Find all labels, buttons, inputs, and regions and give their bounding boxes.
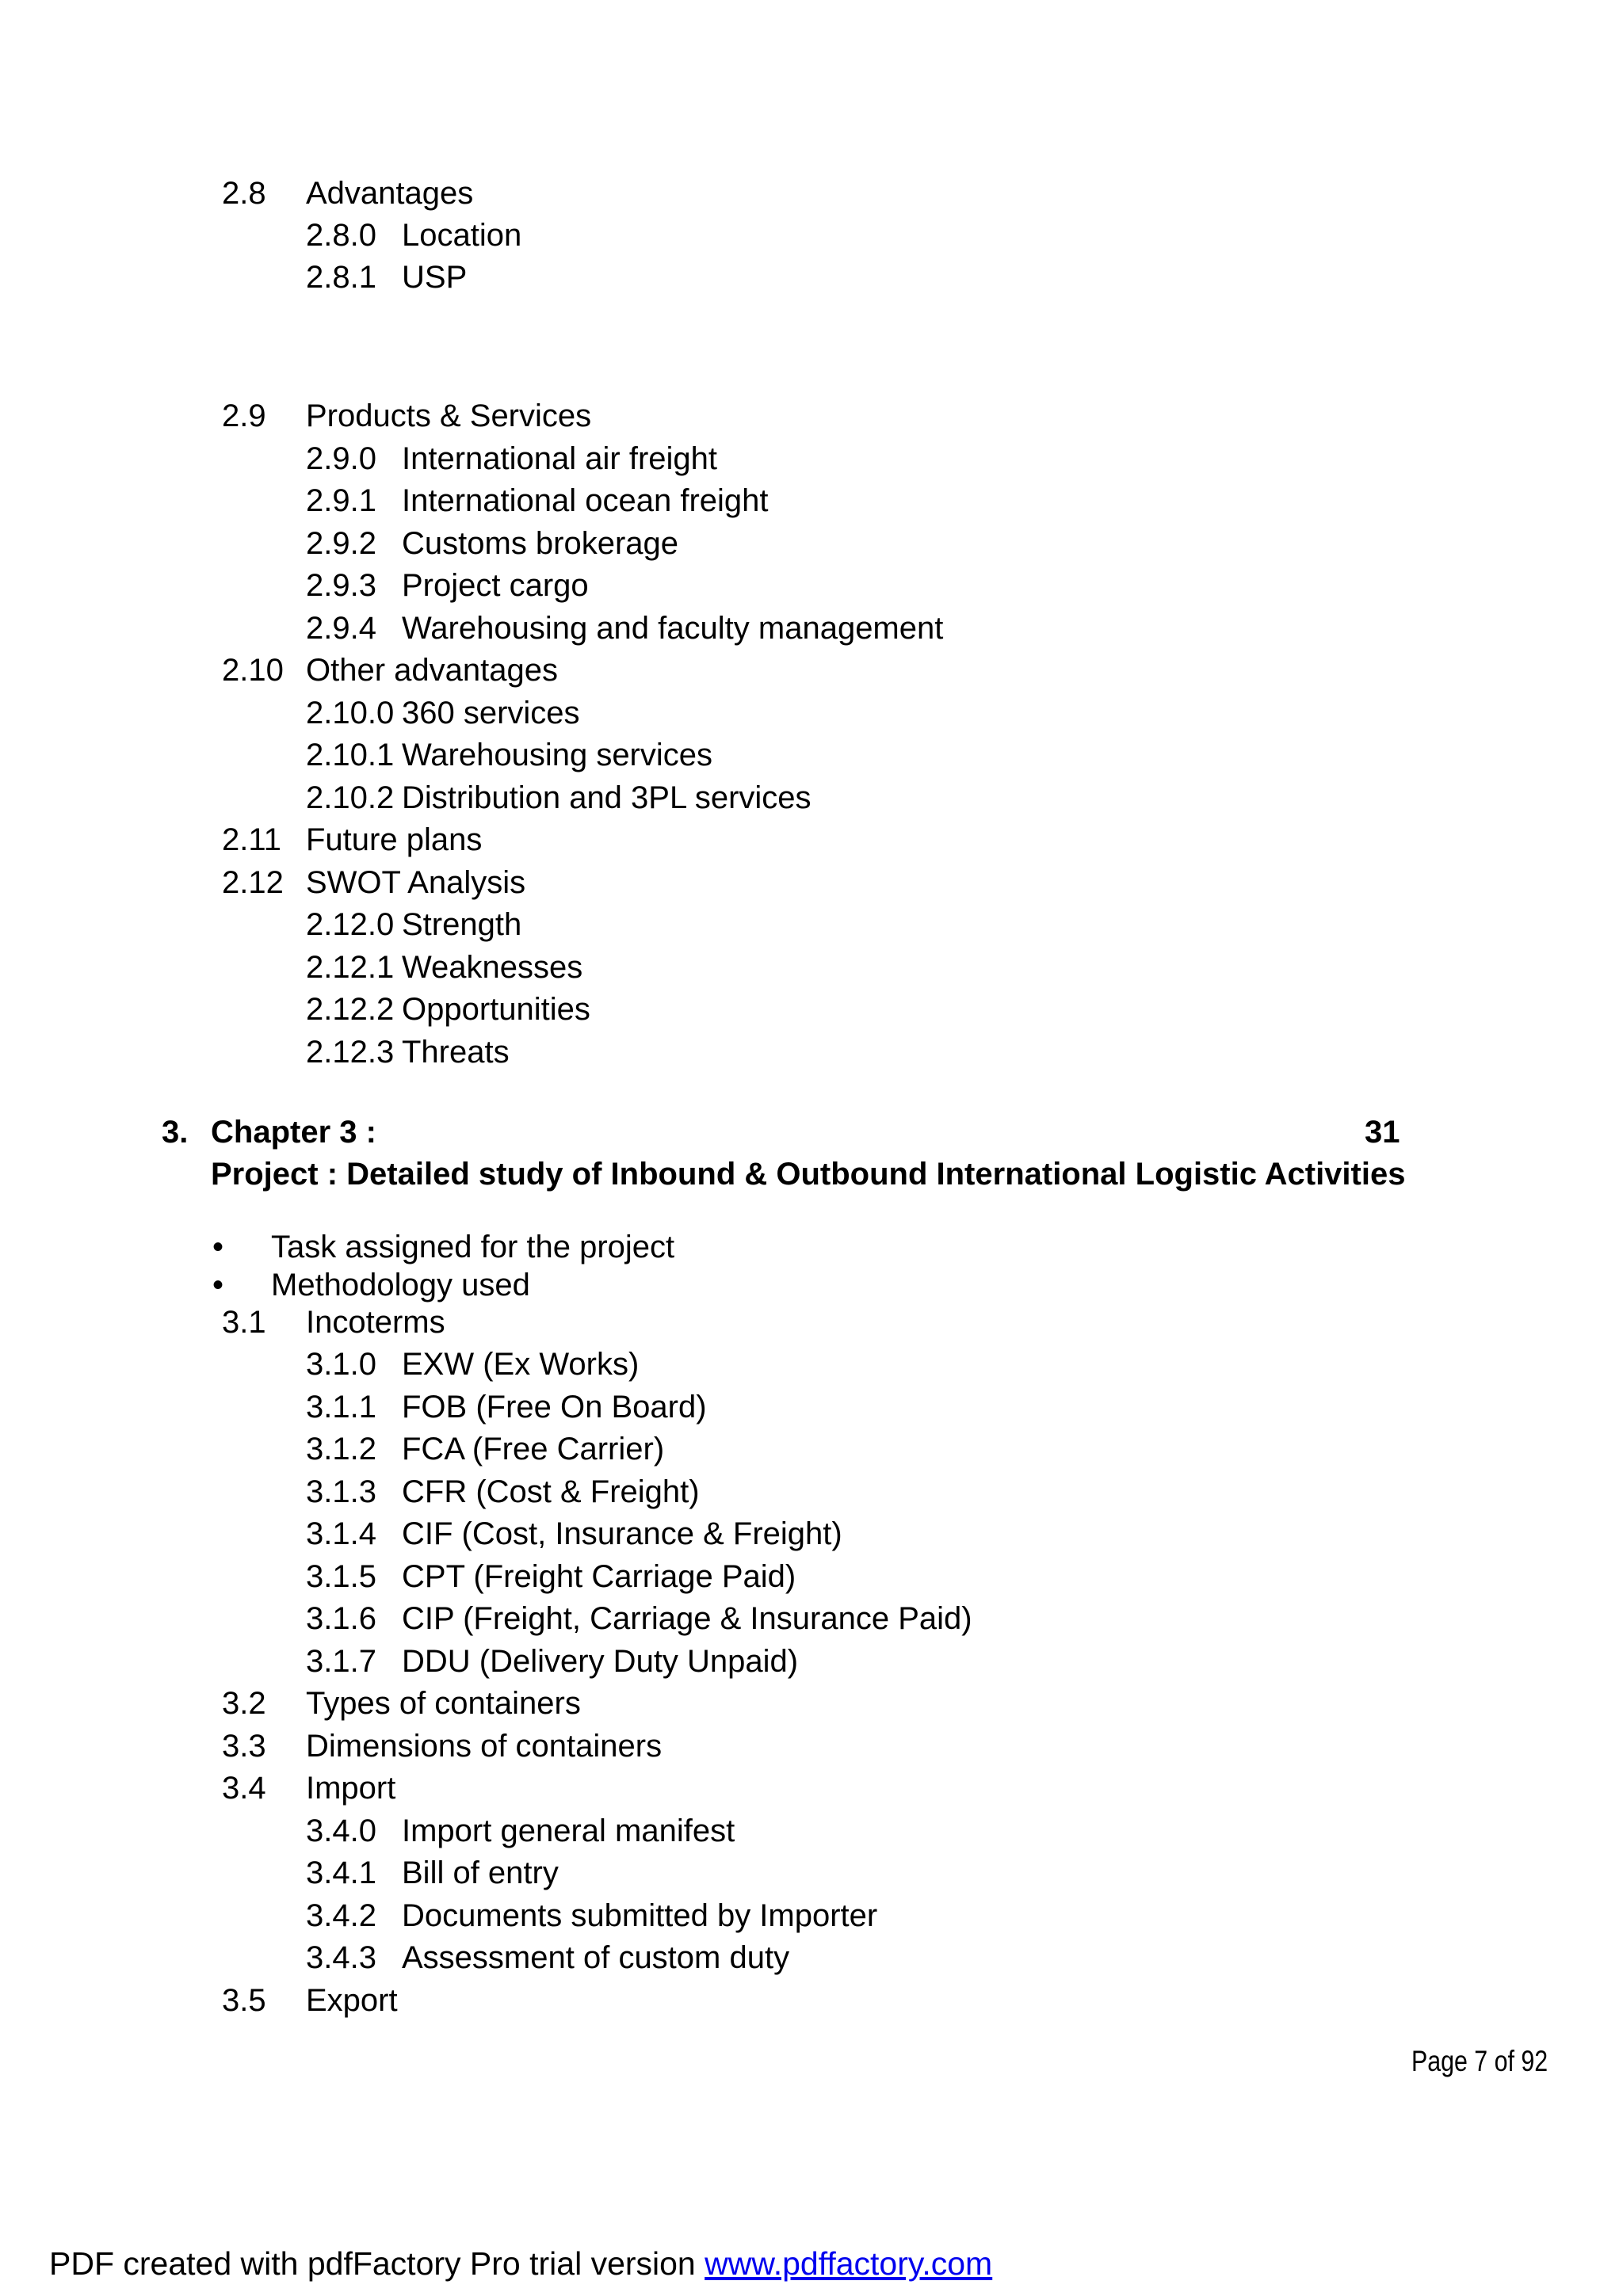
toc-number: 3.4 [222,1771,266,1806]
toc-number: 3.4.1 [306,1855,376,1890]
toc-number: 2.12.1 [306,950,395,985]
toc-title: Bill of entry [402,1855,559,1890]
page-number-label: Page 7 of 92 [1411,2045,1549,2077]
toc-number: 2.9.1 [306,483,376,518]
toc-title: Opportunities [402,992,590,1027]
toc-number: 3.3 [222,1729,266,1764]
toc-number: 2.8.1 [306,260,376,295]
chapter-title: Chapter 3 : [211,1115,376,1150]
toc-number: 2.9.4 [306,611,376,646]
toc-title: CIP (Freight, Carriage & Insurance Paid) [402,1601,972,1636]
bullet-glyph: • [212,1230,224,1264]
toc-number: 2.9.3 [306,568,376,603]
toc-title: Customs brokerage [402,526,679,561]
toc-number: 2.11 [222,822,281,857]
toc-title: Warehousing and faculty management [402,611,944,646]
toc-title: CPT (Freight Carriage Paid) [402,1559,796,1594]
pdf-watermark-footer [49,2245,992,2283]
toc-number: 3.1 [222,1305,266,1340]
toc-title: DDU (Delivery Duty Unpaid) [402,1644,799,1679]
toc-number: 3.2 [222,1686,266,1721]
toc-number: 3.1.6 [306,1601,376,1636]
toc-number: 2.12 [222,865,284,900]
toc-title: Incoterms [306,1305,445,1340]
toc-number: 2.9.2 [306,526,376,561]
toc-title: Documents submitted by Importer [402,1898,878,1933]
toc-number: 3.4.3 [306,1940,376,1975]
toc-number: 2.8.0 [306,218,376,253]
toc-title: International air freight [402,441,718,476]
toc-number: 3.1.3 [306,1474,376,1509]
toc-number: 2.8 [222,176,266,211]
toc-number: 2.12.0 [306,907,395,942]
bullet-text: Methodology used [271,1268,530,1302]
pdf-footer-text: PDF created with pdfFactory Pro trial version [49,2245,705,2282]
toc-number: 2.10 [222,653,284,688]
toc-title: Location [402,218,522,253]
toc-title: Strength [402,907,522,942]
toc-title: 360 services [402,696,580,730]
toc-number: 3.1.1 [306,1390,376,1425]
toc-title: Distribution and 3PL services [402,780,812,815]
toc-number: 3.1.4 [306,1516,376,1551]
toc-number: 2.12.2 [306,992,395,1027]
toc-title: Weaknesses [402,950,583,985]
toc-title: International ocean freight [402,483,769,518]
toc-title: Future plans [306,822,483,857]
toc-title: CIF (Cost, Insurance & Freight) [402,1516,842,1551]
toc-title: Export [306,1983,398,2018]
toc-number: 3.1.5 [306,1559,376,1594]
toc-title: Assessment of custom duty [402,1940,790,1975]
toc-title: EXW (Ex Works) [402,1347,640,1382]
toc-title: Project cargo [402,568,589,603]
pdffactory-link[interactable]: www.pdffactory.com [705,2245,993,2282]
chapter-number: 3. [162,1115,189,1150]
toc-title: USP [402,260,468,295]
toc-title: Import [306,1771,396,1806]
toc-number: 2.9.0 [306,441,376,476]
toc-number: 2.9 [222,399,266,433]
toc-title: Advantages [306,176,474,211]
toc-title: Other advantages [306,653,558,688]
toc-title: Dimensions of containers [306,1729,663,1764]
toc-number: 3.1.2 [306,1432,376,1466]
toc-title: FCA (Free Carrier) [402,1432,665,1466]
toc-number: 3.1.7 [306,1644,376,1679]
toc-number: 3.1.0 [306,1347,376,1382]
toc-number: 2.10.2 [306,780,395,815]
toc-number: 2.12.3 [306,1035,395,1070]
toc-title: Products & Services [306,399,592,433]
bullet-text: Task assigned for the project [271,1230,675,1264]
chapter-3-subtitle: Project : Detailed study of Inbound & Outbound International Logistic Activities [211,1157,1406,1192]
toc-title: Warehousing services [402,738,713,772]
toc-number: 3.4.0 [306,1814,376,1848]
chapter-page-number: 31 [1365,1115,1400,1150]
bullet-glyph: • [212,1268,224,1302]
toc-title: Threats [402,1035,510,1070]
toc-number: 2.10.1 [306,738,395,772]
toc-number: 3.5 [222,1983,266,2018]
toc-title: SWOT Analysis [306,865,526,900]
toc-title: FOB (Free On Board) [402,1390,707,1425]
toc-number: 2.10.0 [306,696,395,730]
toc-number: 3.4.2 [306,1898,376,1933]
toc-title: Types of containers [306,1686,581,1721]
toc-title: Import general manifest [402,1814,735,1848]
toc-title: CFR (Cost & Freight) [402,1474,700,1509]
